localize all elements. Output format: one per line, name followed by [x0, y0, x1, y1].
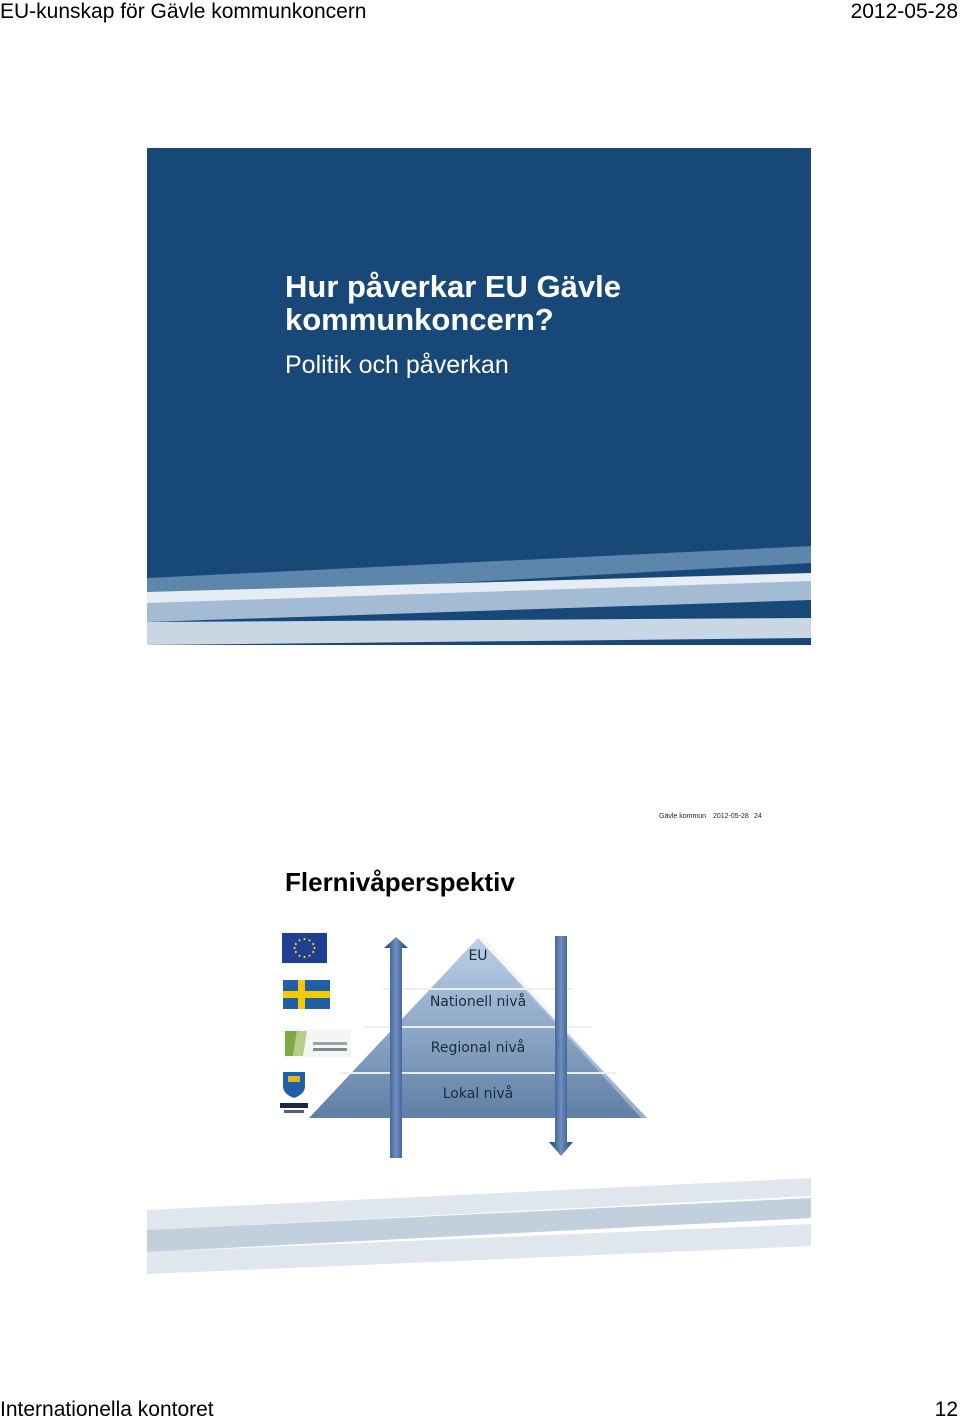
slide-title-card [147, 148, 811, 645]
level-eu: EU [468, 948, 488, 964]
slide-subtitle: Politik och påverkan [285, 351, 509, 379]
level-local: Lokal nivå [442, 1086, 514, 1102]
page-footer-org: Internationella kontoret [0, 1398, 214, 1421]
slide-info-org: Gävle kommun [659, 813, 707, 820]
gavle-kommun-logo [280, 1072, 308, 1113]
slide2-title: Flernivåperspektiv [285, 867, 515, 897]
region-gavleborg-logo [283, 1029, 351, 1057]
page-header-title: EU-kunskap för Gävle kommunkoncern [0, 0, 367, 23]
slide2-decor-stripes [147, 1170, 811, 1274]
level-regional: Regional nivå [430, 1040, 526, 1056]
level-national: Nationell nivå [429, 994, 527, 1010]
page-header-date: 2012-05-28 [850, 0, 958, 23]
slide-info-number: 24 [754, 813, 762, 820]
slide-info-date: 2012-05-28 [713, 813, 749, 820]
swedish-flag-icon [283, 980, 330, 1009]
slide-decor-stripes [147, 148, 811, 645]
eu-flag-icon [282, 933, 327, 963]
page-number: 12 [934, 1398, 958, 1421]
slide-title: Hur påverkar EU Gävle kommunkoncern? [285, 269, 622, 337]
